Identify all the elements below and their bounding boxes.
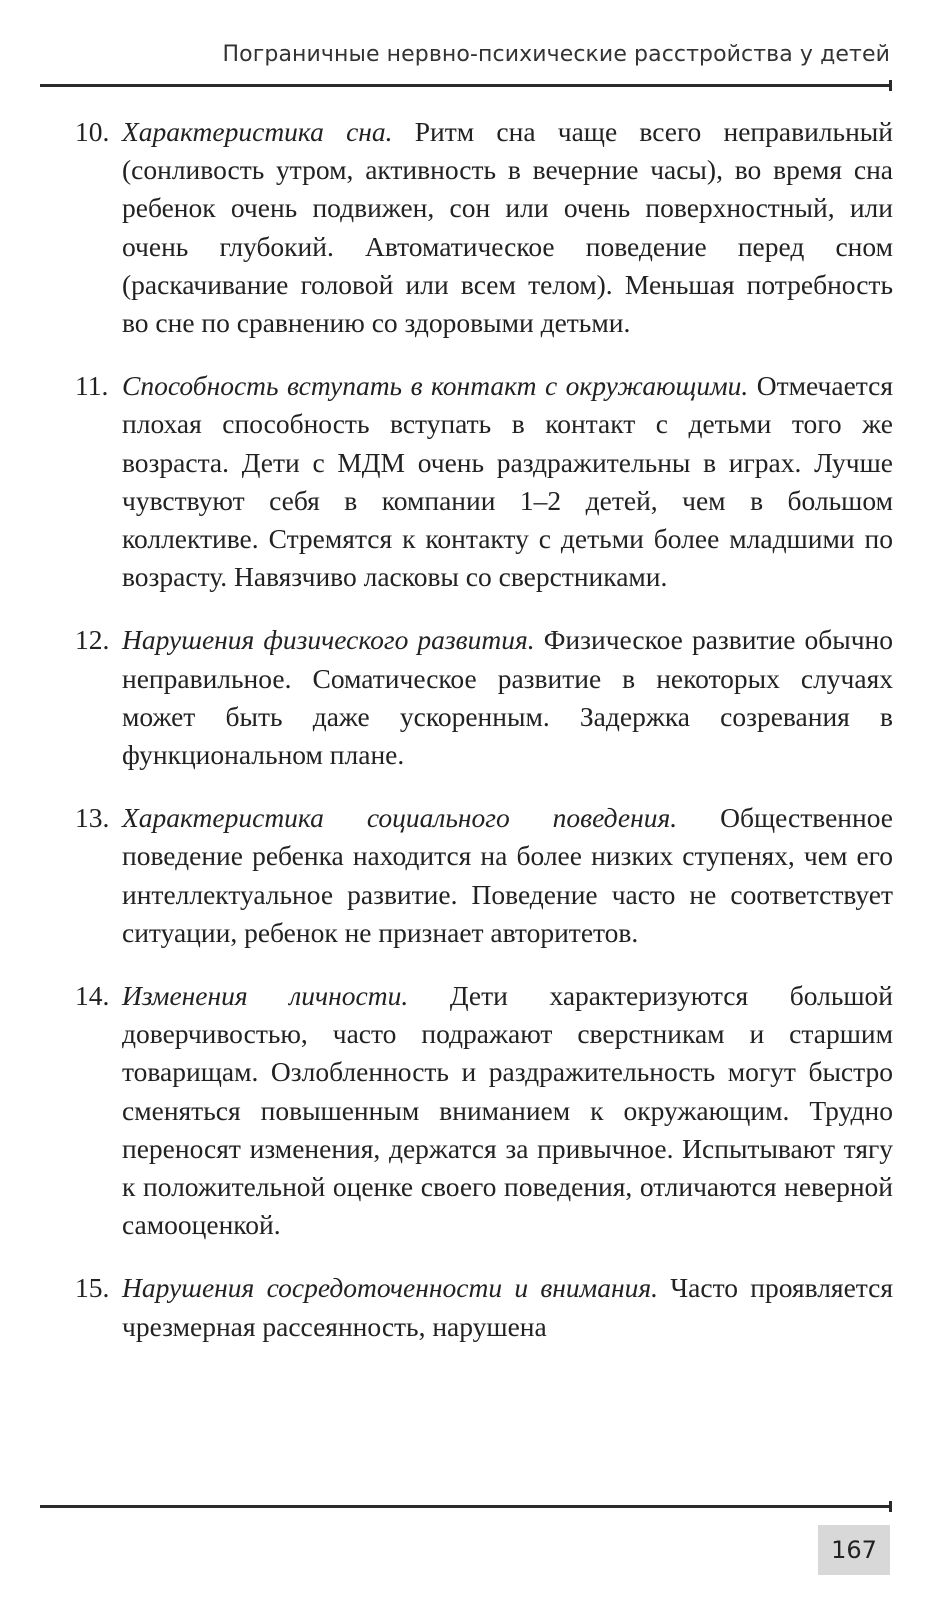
list-item	[75, 367, 893, 596]
item-number: 11.	[75, 370, 109, 402]
item-term: Способность вступать в контакт с окружающими.	[122, 370, 749, 402]
item-number: 12.	[75, 624, 110, 656]
item-term: Характеристика социального поведения.	[122, 802, 678, 834]
list-item	[75, 621, 893, 774]
page-number: 167	[818, 1525, 890, 1575]
item-text: Физическое развитие обычно неправильное. Соматическое развитие в некоторых случаях может быть даже ускоренным. Задержка созревания в функциональном плане.	[122, 624, 893, 771]
item-term: Нарушения физического развития.	[122, 624, 535, 656]
list-item	[75, 1269, 893, 1345]
item-text: Дети характеризуются большой доверчивостью, часто подражают сверстникам и старшим товарищам. Озлобленность и раздражительность могут быстро сменяться повышенным вниманием к окружающим. Трудно переносят изменения, держатся за привычное. Испытывают тягу к положительной оценке своего поведения, отличаются неверной самооценкой.	[122, 980, 893, 1241]
list-item	[75, 113, 893, 342]
running-header: Пограничные нервно-психические расстройства у детей	[222, 42, 890, 67]
item-number: 14.	[75, 980, 110, 1012]
item-term: Изменения личности.	[122, 980, 409, 1012]
item-term: Характеристика сна.	[122, 116, 393, 147]
header-rule	[40, 84, 892, 87]
item-text: Общественное поведение ребенка находится на более низких ступенях, чем его интеллектуальное развитие. Поведение часто не соответствует ситуации, ребенок не признает авторитетов.	[122, 802, 893, 948]
item-text: Часто проявляется чрезмерная рассеянность, нарушена	[122, 1272, 893, 1342]
numbered-list	[75, 113, 893, 1371]
item-number: 10.	[75, 116, 110, 147]
item-text: Ритм сна чаще всего неправильный (сонливость утром, активность в вечерние часы), во время сна ребенок очень подвижен, сон или очень поверхностный, или очень глубокий. Автоматическое поведение перед сном (раскачивание головой или всем телом). Меньшая потребность во сне по сравнению со здоровыми детьми.	[122, 116, 893, 339]
item-term: Нарушения сосредоточенности и внимания.	[122, 1272, 659, 1304]
list-item	[75, 799, 893, 952]
item-number: 13.	[75, 802, 110, 834]
item-number: 15.	[75, 1272, 110, 1304]
item-text: Отмечается плохая способность вступать в контакт с детьми того же возраста. Дети с МДМ очень раздражительны в играх. Лучше чувствуют себя в компании 1–2 детей, чем в большом коллективе. Стремятся к контакту с детьми более младшими по возрасту. Навязчиво ласковы со сверстниками.	[122, 370, 893, 593]
header-rule-tick	[889, 80, 892, 91]
footer-rule	[40, 1505, 892, 1508]
footer-rule-tick	[889, 1501, 892, 1512]
list-item	[75, 977, 893, 1244]
